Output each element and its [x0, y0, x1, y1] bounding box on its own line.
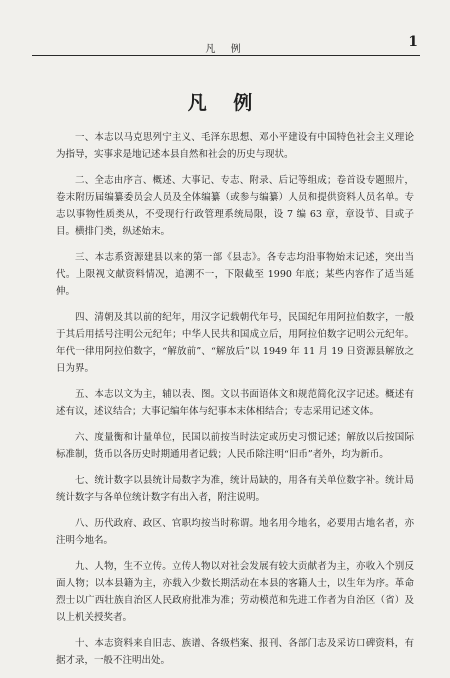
paragraph-7: 七、统计数字以县统计局数字为准，统计局缺的，用各有关单位数字补。统计局统计数字与各单位统计数字有出入者，附注说明。 [56, 475, 414, 503]
paragraph-1: 一、本志以马克思列宁主义、毛泽东思想、邓小平建设有中国特色社会主义理论为指导，实事求是地记述本县自然和社会的历史与现状。 [56, 132, 414, 160]
document-body [56, 129, 414, 678]
paragraph-8: 八、历代政府、政区、官职均按当时称谓。地名用今地名，必要用古地名者，亦注明今地名。 [56, 518, 414, 546]
paragraph-6: 六、度量衡和计量单位，民国以前按当时法定或历史习惯记述；解放以后按国际标准制，货币以各历史时期通用者记载；人民币除注明“旧币”者外，均为新币。 [56, 432, 414, 460]
paragraph-3: 三、本志系资源建县以来的第一部《县志》。各专志均沿事物始末记述，突出当代。上限视文献资料情况，追溯不一，下限截至 1990 年底；某些内容作了适当延伸。 [56, 252, 414, 297]
paragraph-9: 九、人物，生不立传。立传人物以对社会发展有较大贡献者为主，亦收入个别反面人物；以本县籍为主，亦载入少数长期活动在本县的客籍人士，以生年为序。革命烈士以广西壮族自治区人民政府批准为准；劳动模范和先进工作者为自治区（省）及以上机关授奖者。 [56, 561, 414, 623]
page-number: 1 [408, 34, 418, 50]
paragraph-2: 二、全志由序言、概述、大事记、专志、附录、后记等组成；卷首设专题照片，卷末附历届编纂委员会人员及全体编纂（或参与编纂）人员和提供资料人员名单。专志以事物性质类从，不受现行行政管理系统局限，设 7 编 63 章，章设节、目或子目。横排门类，纵述始末。 [56, 175, 414, 237]
page-title: 凡 例 [187, 92, 263, 114]
header-rule [32, 55, 420, 56]
paragraph-4: 四、清朝及其以前的纪年，用汉字记载朝代年号，民国纪年用阿拉伯数字，一般于其后用括号注明公元纪年；中华人民共和国成立后，用阿拉伯数字记明公元纪年。年代一律用阿拉伯数字，“解放前”、“解放后”以 1949 年 11 月 19 日资源县解放之日为界。 [56, 312, 414, 374]
paragraph-10: 十、本志资料来自旧志、族谱、各级档案、报刊、各部门志及采访口碑资料，有据才录，一般不注明出处。 [56, 638, 414, 666]
paragraph-5: 五、本志以文为主，辅以表、图。文以书面语体文和规范简化汉字记述。概述有述有议，述议结合；大事记编年体与纪事本末体相结合；专志采用记述文体。 [56, 389, 414, 417]
page-header [32, 36, 420, 54]
running-title: 凡 例 [205, 44, 247, 55]
